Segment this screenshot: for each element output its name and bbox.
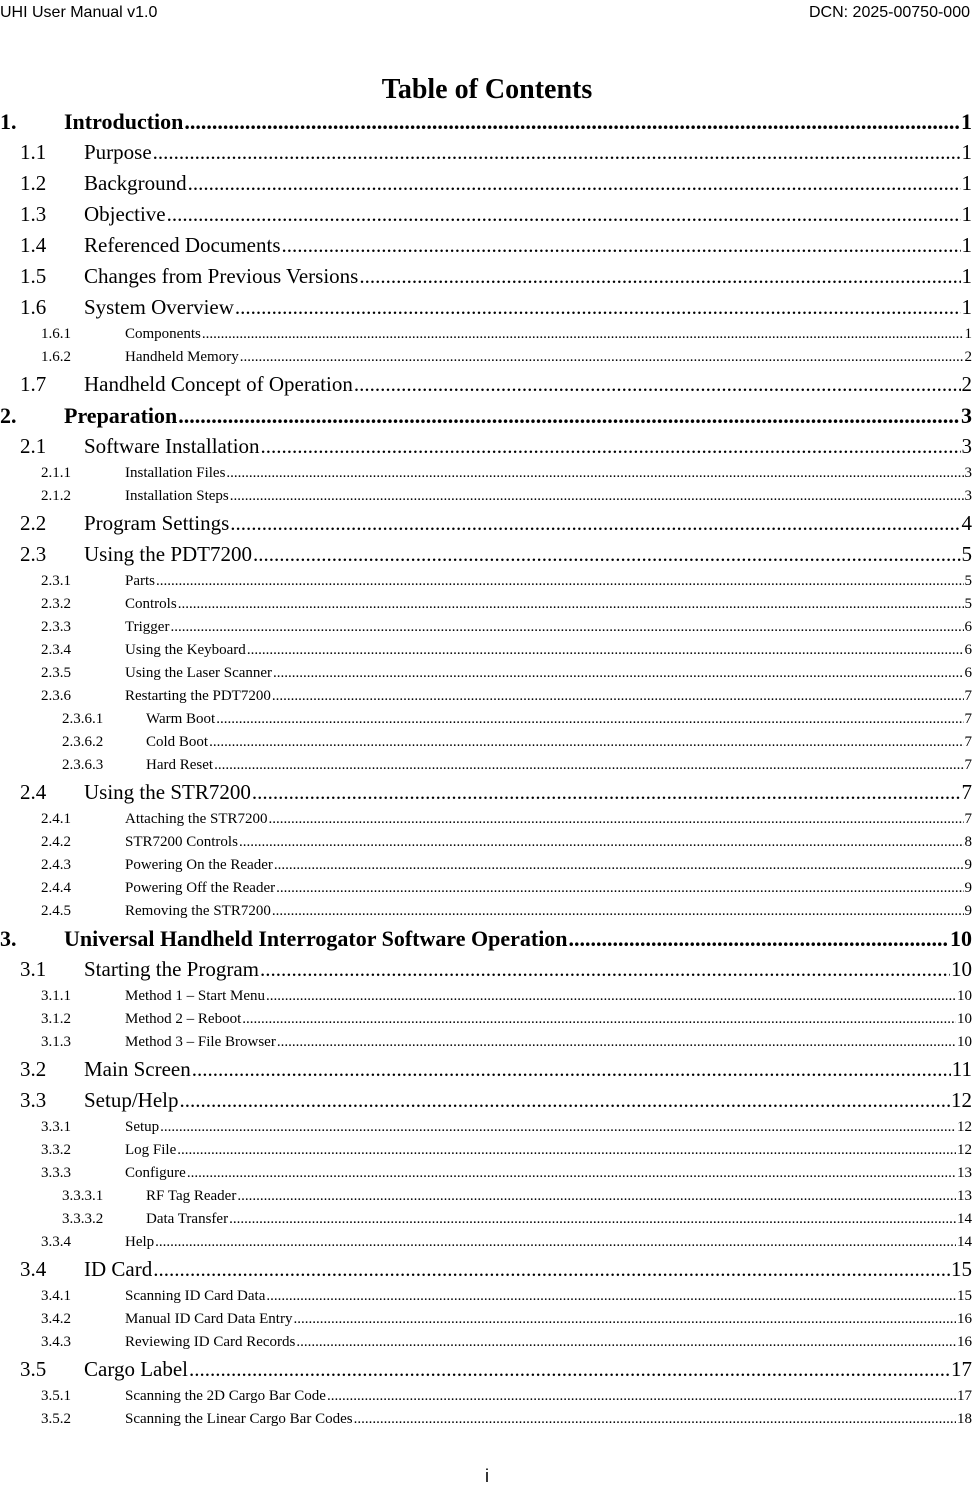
toc-dot-leader [273, 662, 963, 685]
toc-entry-number: 2.4.2 [41, 834, 71, 850]
header-doc-title: UHI User Manual v1.0 [0, 4, 158, 21]
toc-dot-leader [226, 462, 963, 485]
toc-entry-number: 1.2 [20, 171, 47, 195]
toc-dot-leader [187, 1162, 956, 1185]
toc-entry-label: Scanning the 2D Cargo Bar Code [125, 1388, 326, 1404]
toc-entry[interactable] [0, 1185, 974, 1208]
toc-dot-leader [230, 485, 964, 508]
toc-entry-label: Controls [125, 596, 177, 612]
toc-entry-label: Powering On the Reader [125, 857, 273, 873]
toc-entry[interactable] [0, 1408, 974, 1431]
toc-dot-leader [192, 1054, 951, 1085]
toc-entry-number: 3.3 [20, 1088, 47, 1112]
toc-entry-page: 7 [961, 780, 972, 804]
toc-entry-label: Background [84, 171, 187, 195]
toc-entry-page: 12 [957, 1142, 972, 1158]
toc-entry-label: Data Transfer [146, 1211, 229, 1227]
toc-entry-page: 8 [964, 834, 972, 850]
toc-dot-leader [160, 1116, 956, 1139]
toc-entry-label: Cargo Label [84, 1357, 188, 1381]
toc-dot-leader [266, 1285, 956, 1308]
toc-dot-leader [237, 1185, 956, 1208]
toc-entry-page: 3 [964, 465, 972, 481]
toc-entry[interactable] [0, 1031, 974, 1054]
toc-entry-page: 15 [957, 1288, 972, 1304]
toc-entry-label: Components [125, 326, 201, 342]
toc-entry-number: 2.2 [20, 511, 47, 535]
toc-dot-leader [253, 539, 961, 570]
toc-dot-leader [276, 877, 963, 900]
toc-entry[interactable] [0, 400, 974, 431]
toc-entry-page: 12 [957, 1119, 972, 1135]
toc-entry-number: 3.5.1 [41, 1388, 71, 1404]
toc-entry-number: 1.4 [20, 233, 47, 257]
toc-entry-label: Reviewing ID Card Records [125, 1334, 296, 1350]
toc-entry[interactable] [0, 808, 974, 831]
toc-entry-number: 3.1.1 [41, 988, 71, 1004]
toc-entry-number: 3.4 [20, 1257, 47, 1281]
toc-entry-label: Using the Laser Scanner [125, 665, 273, 681]
toc-entry-page: 5 [961, 542, 972, 566]
toc-entry-label: Manual ID Card Data Entry [125, 1311, 293, 1327]
toc-entry[interactable] [0, 1331, 974, 1354]
toc-entry-number: 1.6.2 [41, 349, 71, 365]
toc-entry[interactable] [0, 685, 974, 708]
toc-entry-number: 3.2 [20, 1057, 47, 1081]
toc-dot-leader [327, 1385, 956, 1408]
toc-entry-page: 9 [964, 880, 972, 896]
toc-entry-label: Purpose [84, 140, 152, 164]
toc-entry[interactable] [0, 877, 974, 900]
toc-entry-page: 1 [961, 202, 972, 226]
toc-entry[interactable] [0, 954, 974, 985]
toc-entry-page: 17 [957, 1388, 972, 1404]
toc-entry[interactable] [0, 570, 974, 593]
toc-entry[interactable] [0, 1254, 974, 1285]
toc-entry-page: 6 [964, 642, 972, 658]
toc-list [0, 106, 974, 1431]
toc-dot-leader [359, 261, 960, 292]
toc-entry-number: 2.4.1 [41, 811, 71, 827]
toc-entry-page: 7 [964, 711, 972, 727]
toc-entry[interactable] [0, 1385, 974, 1408]
toc-entry[interactable] [0, 900, 974, 923]
toc-entry[interactable] [0, 199, 974, 230]
toc-entry-label: Starting the Program [84, 957, 259, 981]
toc-entry-page: 12 [951, 1088, 972, 1112]
toc-entry-number: 2.4.3 [41, 857, 71, 873]
toc-entry[interactable] [0, 1162, 974, 1185]
toc-entry-number: 2.3.3 [41, 619, 71, 635]
toc-dot-leader [178, 400, 960, 431]
toc-dot-leader [230, 508, 960, 539]
toc-entry-page: 5 [964, 596, 972, 612]
toc-entry-page: 3 [961, 403, 972, 428]
toc-entry-number: 1.3 [20, 202, 47, 226]
toc-entry[interactable] [0, 593, 974, 616]
toc-entry-number: 3.3.3.1 [62, 1188, 104, 1204]
toc-entry-label: Scanning ID Card Data [125, 1288, 266, 1304]
toc-entry[interactable] [0, 1208, 974, 1231]
toc-entry-label: Scanning the Linear Cargo Bar Codes [125, 1411, 353, 1427]
toc-entry-label: Using the PDT7200 [84, 542, 252, 566]
toc-entry-label: System Overview [84, 295, 234, 319]
toc-entry-number: 1.7 [20, 372, 47, 396]
toc-entry-label: Using the STR7200 [84, 780, 251, 804]
toc-entry-number: 1. [0, 109, 17, 134]
toc-entry-page: 6 [964, 665, 972, 681]
toc-entry[interactable] [0, 369, 974, 400]
toc-entry-label: Using the Keyboard [125, 642, 246, 658]
toc-entry-number: 2.3 [20, 542, 47, 566]
toc-entry-label: Log File [125, 1142, 177, 1158]
toc-entry-label: Preparation [64, 403, 178, 428]
toc-entry[interactable] [0, 261, 974, 292]
toc-entry-page: 7 [964, 757, 972, 773]
toc-dot-leader [277, 1031, 956, 1054]
toc-entry[interactable] [0, 539, 974, 570]
toc-entry-page: 16 [957, 1334, 972, 1350]
toc-entry-number: 1.1 [20, 140, 47, 164]
toc-entry[interactable] [0, 292, 974, 323]
toc-dot-leader [155, 1231, 956, 1254]
toc-dot-leader [266, 985, 956, 1008]
toc-entry[interactable] [0, 831, 974, 854]
toc-dot-leader [209, 731, 963, 754]
toc-dot-leader [178, 593, 964, 616]
toc-entry-label: Hard Reset [146, 757, 214, 773]
toc-entry-number: 2.4 [20, 780, 47, 804]
toc-entry-page: 10 [957, 1011, 972, 1027]
toc-entry[interactable] [0, 508, 974, 539]
toc-entry-number: 2.4.4 [41, 880, 71, 896]
toc-entry-page: 11 [951, 1057, 972, 1081]
toc-entry-number: 1.5 [20, 264, 47, 288]
toc-entry[interactable] [0, 708, 974, 731]
toc-entry-number: 2.3.6.2 [62, 734, 104, 750]
toc-entry-number: 3.1.2 [41, 1011, 71, 1027]
toc-dot-leader [153, 137, 961, 168]
toc-entry[interactable] [0, 1085, 974, 1116]
toc-entry-label: Configure [125, 1165, 186, 1181]
toc-title: Table of Contents [381, 74, 593, 105]
toc-dot-leader [153, 1254, 950, 1285]
toc-entry[interactable] [0, 485, 974, 508]
toc-entry[interactable] [0, 462, 974, 485]
toc-entry-page: 13 [957, 1188, 972, 1204]
toc-entry-label: Cold Boot [146, 734, 209, 750]
toc-entry-label: Program Settings [84, 511, 230, 535]
toc-entry[interactable] [0, 1308, 974, 1331]
toc-entry-page: 7 [964, 734, 972, 750]
toc-entry-page: 2 [961, 372, 972, 396]
toc-entry-page: 16 [957, 1311, 972, 1327]
toc-entry-number: 2.3.2 [41, 596, 71, 612]
toc-entry-label: Warm Boot [146, 711, 216, 727]
toc-dot-leader [184, 106, 960, 137]
toc-dot-leader [180, 1085, 951, 1116]
toc-entry-number: 3.3.3.2 [62, 1211, 104, 1227]
toc-entry-label: Handheld Memory [125, 349, 239, 365]
toc-dot-leader [189, 1354, 950, 1385]
toc-dot-leader [247, 639, 964, 662]
toc-entry-number: 3.5.2 [41, 1411, 71, 1427]
toc-dot-leader [252, 777, 961, 808]
toc-entry[interactable] [0, 1116, 974, 1139]
toc-entry-number: 1.6 [20, 295, 47, 319]
toc-dot-leader [229, 1208, 956, 1231]
toc-entry[interactable] [0, 137, 974, 168]
toc-entry[interactable] [0, 431, 974, 462]
toc-entry-label: Method 3 – File Browser [125, 1034, 276, 1050]
toc-entry-number: 3. [0, 926, 17, 951]
toc-entry-page: 7 [964, 811, 972, 827]
toc-dot-leader [296, 1331, 956, 1354]
toc-entry[interactable] [0, 1285, 974, 1308]
toc-entry-number: 3.5 [20, 1357, 47, 1381]
toc-entry-page: 10 [950, 926, 972, 951]
toc-entry-number: 3.3.2 [41, 1142, 71, 1158]
toc-dot-leader [274, 854, 964, 877]
toc-entry-number: 3.3.4 [41, 1234, 71, 1250]
toc-dot-leader [260, 954, 950, 985]
toc-entry-page: 1 [961, 171, 972, 195]
toc-dot-leader [282, 230, 961, 261]
toc-entry[interactable] [0, 754, 974, 777]
toc-entry-number: 1.6.1 [41, 326, 71, 342]
toc-entry-label: Handheld Concept of Operation [84, 372, 353, 396]
toc-entry-number: 2.3.4 [41, 642, 71, 658]
toc-entry-number: 3.3.3 [41, 1165, 71, 1181]
toc-entry-number: 2.4.5 [41, 903, 71, 919]
toc-entry-page: 10 [951, 957, 972, 981]
toc-entry[interactable] [0, 777, 974, 808]
toc-entry-number: 2.3.1 [41, 573, 71, 589]
toc-entry-label: Changes from Previous Versions [84, 264, 359, 288]
toc-dot-leader [261, 431, 961, 462]
toc-entry-page: 13 [957, 1165, 972, 1181]
toc-entry-label: Introduction [64, 109, 184, 134]
toc-entry[interactable] [0, 1054, 974, 1085]
toc-dot-leader [569, 923, 949, 954]
toc-entry-page: 10 [957, 988, 972, 1004]
toc-entry-label: Parts [125, 573, 155, 589]
toc-entry-page: 14 [957, 1234, 972, 1250]
toc-dot-leader [177, 1139, 956, 1162]
toc-entry-label: Setup/Help [84, 1088, 179, 1112]
toc-entry[interactable] [0, 346, 974, 369]
toc-entry-label: Trigger [125, 619, 170, 635]
toc-entry-label: Installation Files [125, 465, 226, 481]
toc-entry-number: 3.1.3 [41, 1034, 71, 1050]
toc-dot-leader [188, 168, 961, 199]
toc-entry-number: 2. [0, 403, 17, 428]
toc-entry[interactable] [0, 639, 974, 662]
toc-dot-leader [156, 570, 964, 593]
toc-entry[interactable] [0, 731, 974, 754]
toc-entry-number: 2.1.2 [41, 488, 71, 504]
toc-entry-page: 2 [964, 349, 972, 365]
toc-entry-label: Objective [84, 202, 166, 226]
toc-entry-number: 2.3.6.3 [62, 757, 104, 773]
toc-dot-leader [235, 292, 961, 323]
toc-entry-label: Installation Steps [125, 488, 229, 504]
toc-entry[interactable] [0, 854, 974, 877]
toc-dot-leader [354, 1408, 956, 1431]
toc-dot-leader [202, 323, 964, 346]
toc-entry-label: Method 2 – Reboot [125, 1011, 242, 1027]
toc-entry-number: 3.4.3 [41, 1334, 71, 1350]
toc-entry-number: 3.1 [20, 957, 47, 981]
toc-entry-page: 9 [964, 857, 972, 873]
toc-entry-number: 2.3.6.1 [62, 711, 104, 727]
toc-entry-page: 5 [964, 573, 972, 589]
toc-entry-page: 10 [957, 1034, 972, 1050]
toc-entry[interactable] [0, 662, 974, 685]
toc-dot-leader [216, 708, 963, 731]
toc-entry-page: 15 [951, 1257, 972, 1281]
toc-dot-leader [354, 369, 961, 400]
toc-entry[interactable] [0, 1139, 974, 1162]
toc-dot-leader [167, 199, 961, 230]
toc-entry[interactable] [0, 616, 974, 639]
toc-entry-page: 6 [964, 619, 972, 635]
toc-entry-page: 17 [951, 1357, 972, 1381]
toc-entry-page: 4 [961, 511, 972, 535]
toc-entry-page: 1 [961, 233, 972, 257]
toc-entry-page: 1 [964, 326, 972, 342]
toc-entry[interactable] [0, 923, 974, 954]
toc-dot-leader [240, 346, 964, 369]
toc-entry-number: 3.4.2 [41, 1311, 71, 1327]
toc-entry-number: 3.4.1 [41, 1288, 71, 1304]
toc-dot-leader [239, 831, 964, 854]
toc-entry-label: Main Screen [84, 1057, 191, 1081]
toc-dot-leader [170, 616, 963, 639]
toc-entry-label: Setup [125, 1119, 160, 1135]
toc-entry[interactable] [0, 1231, 974, 1254]
toc-entry[interactable] [0, 1008, 974, 1031]
toc-entry-label: Restarting the PDT7200 [125, 688, 271, 704]
toc-entry-number: 2.1.1 [41, 465, 71, 481]
toc-entry[interactable] [0, 985, 974, 1008]
toc-entry-page: 14 [957, 1211, 972, 1227]
toc-entry-label: Help [125, 1234, 155, 1250]
toc-dot-leader [242, 1008, 956, 1031]
header-dcn: DCN: 2025-00750-000 [809, 4, 970, 21]
toc-entry[interactable] [0, 168, 974, 199]
toc-entry-page: 1 [961, 264, 972, 288]
toc-entry-number: 2.1 [20, 434, 47, 458]
toc-entry-label: Software Installation [84, 434, 260, 458]
toc-entry-number: 2.3.6 [41, 688, 71, 704]
toc-entry-number: 2.3.5 [41, 665, 71, 681]
toc-entry[interactable] [0, 323, 974, 346]
page-number: i [485, 1466, 489, 1486]
toc-entry-label: Referenced Documents [84, 233, 281, 257]
toc-entry[interactable] [0, 230, 974, 261]
toc-entry-page: 3 [964, 488, 972, 504]
toc-entry[interactable] [0, 106, 974, 137]
toc-entry-label: Powering Off the Reader [125, 880, 276, 896]
toc-entry-label: RF Tag Reader [146, 1188, 237, 1204]
toc-entry-label: Method 1 – Start Menu [125, 988, 265, 1004]
toc-entry-label: Attaching the STR7200 [125, 811, 268, 827]
toc-entry-label: STR7200 Controls [125, 834, 238, 850]
toc-dot-leader [269, 808, 964, 831]
toc-entry[interactable] [0, 1354, 974, 1385]
toc-entry-page: 3 [961, 434, 972, 458]
toc-entry-page: 1 [961, 295, 972, 319]
toc-entry-page: 9 [964, 903, 972, 919]
toc-entry-label: ID Card [84, 1257, 153, 1281]
toc-dot-leader [272, 900, 964, 923]
toc-entry-number: 3.3.1 [41, 1119, 71, 1135]
toc-dot-leader [272, 685, 964, 708]
toc-entry-page: 1 [961, 109, 972, 134]
toc-entry-page: 18 [957, 1411, 972, 1427]
toc-entry-page: 1 [961, 140, 972, 164]
toc-entry-label: Universal Handheld Interrogator Software Operation [64, 926, 568, 951]
toc-dot-leader [214, 754, 963, 777]
toc-entry-label: Removing the STR7200 [125, 903, 271, 919]
toc-entry-page: 7 [964, 688, 972, 704]
toc-dot-leader [293, 1308, 956, 1331]
